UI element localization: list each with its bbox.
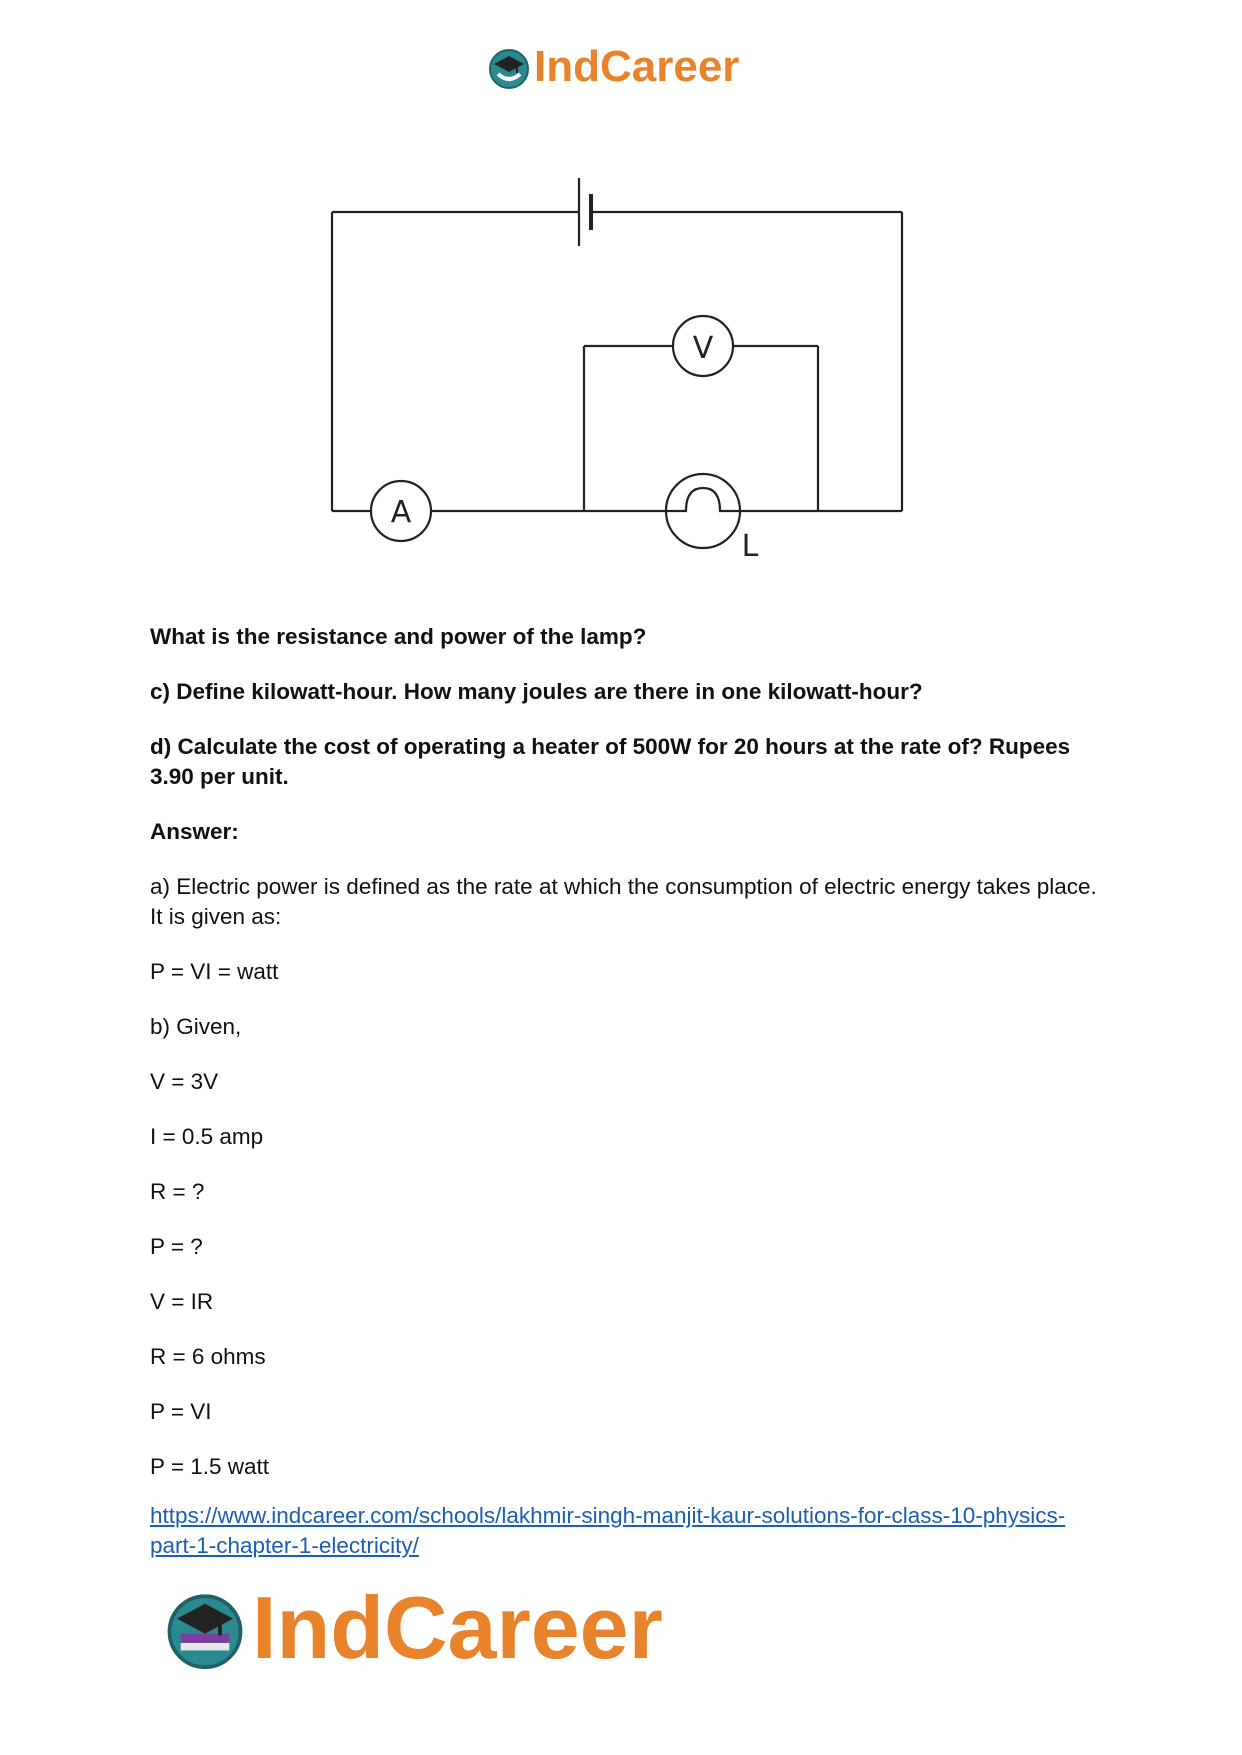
answer-line: V = 3V	[150, 1069, 219, 1094]
voltmeter-label: V	[692, 331, 714, 366]
graduation-globe-icon	[162, 1585, 248, 1671]
answer-line: R = 6 ohms	[150, 1344, 266, 1369]
ammeter-label: A	[390, 495, 412, 530]
answer-line: P = ?	[150, 1234, 203, 1259]
answer-heading: Answer:	[150, 819, 239, 844]
question-c: c) Define kilowatt-hour. How many joules are there in one kilowatt-hour?	[150, 679, 923, 704]
answer-line: P = 1.5 watt	[150, 1454, 270, 1479]
answer-line: I = 0.5 amp	[150, 1124, 264, 1149]
answer-line: b) Given,	[150, 1014, 242, 1039]
answer-line: P = VI = watt	[150, 959, 279, 984]
circuit-diagram	[320, 170, 920, 570]
logo-wordmark: IndCareer	[534, 42, 740, 91]
graduation-globe-icon	[486, 44, 532, 90]
lamp-filament	[666, 488, 740, 511]
lamp-label: L	[741, 529, 759, 564]
answer-line: P = VI	[150, 1399, 212, 1424]
answer-line: V = IR	[150, 1289, 214, 1314]
header-logo	[486, 42, 739, 92]
document-body	[150, 622, 1100, 1561]
question-d: d) Calculate the cost of operating a heater of 500W for 20 hours at the rate of? Rupees 3.90 per unit.	[150, 734, 1071, 789]
footer-logo	[162, 1578, 663, 1678]
answer-a: a) Electric power is defined as the rate at which the consumption of electric energy takes place. It is given as:	[150, 874, 1097, 929]
answer-line: R = ?	[150, 1179, 205, 1204]
question-b: What is the resistance and power of the lamp?	[150, 624, 647, 649]
logo-wordmark: IndCareer	[252, 1578, 663, 1677]
source-link[interactable]: https://www.indcareer.com/schools/lakhmir-singh-manjit-kaur-solutions-for-class-10-physics-part-1-chapter-1-electricity/	[150, 1503, 1066, 1558]
